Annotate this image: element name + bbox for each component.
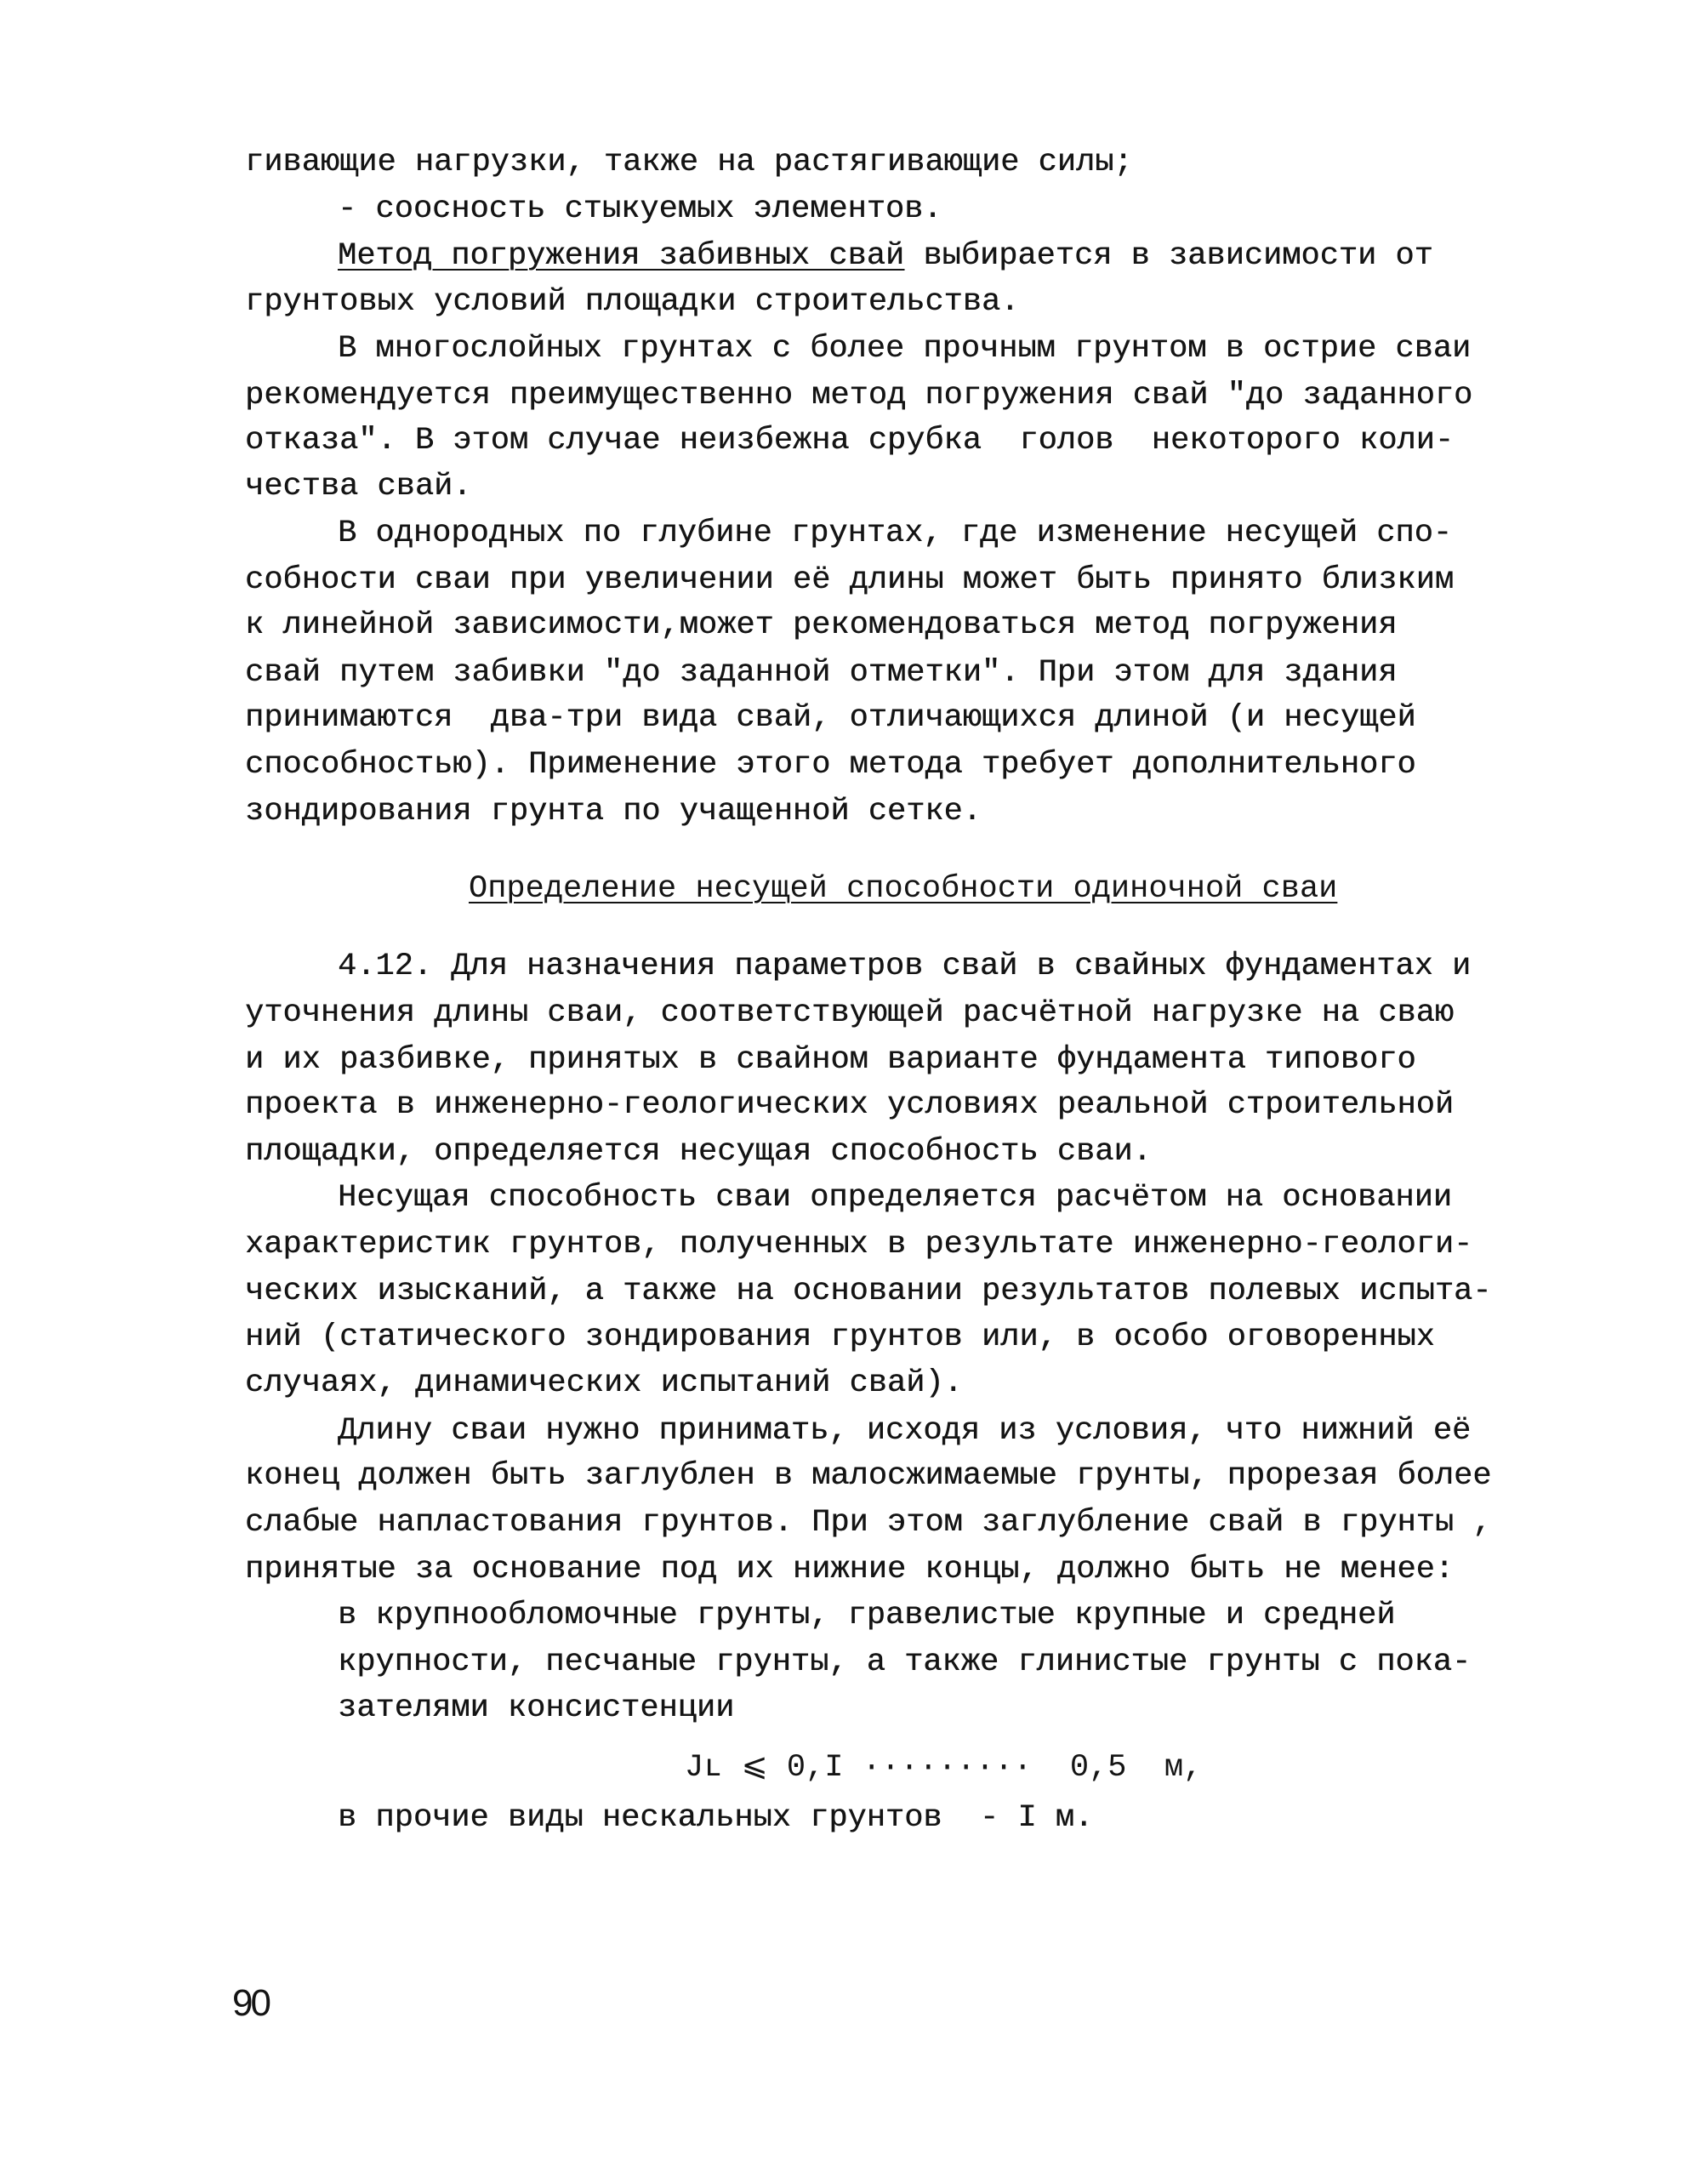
text-line	[245, 746, 1416, 784]
line-text: площадки, определяется несущая способность сваи.	[245, 1134, 1152, 1170]
line-text: в прочие виды нескальных грунтов - I м.	[338, 1800, 1094, 1836]
text-line	[245, 1226, 1472, 1263]
text-line	[338, 948, 1471, 985]
text-line	[245, 561, 1454, 599]
text-line	[338, 237, 1433, 275]
text-line	[245, 1365, 963, 1402]
line-text: в крупнообломочные грунты, гравелистые крупные и средней	[338, 1598, 1396, 1633]
text-line	[338, 1179, 1452, 1217]
text-line	[338, 330, 1471, 368]
line-text: проекта в инженерно-геологических условиях реальной строительной	[245, 1087, 1455, 1123]
line-text: гивающие нагрузки, также на растягивающие силы;	[245, 145, 1133, 180]
text-line	[245, 1041, 1416, 1079]
text-line	[245, 283, 1019, 321]
line-text: к линейной зависимости,может рекомендоваться метод погружения	[245, 607, 1398, 643]
underlined-term: Метод погружения забивных свай	[338, 238, 905, 274]
text-line	[245, 995, 1454, 1032]
text-line	[338, 1644, 1471, 1681]
line-text: ческих изысканий, а также на основании результатов полевых испыта-	[245, 1274, 1492, 1309]
text-line	[245, 699, 1416, 737]
text-line	[245, 654, 1397, 692]
line-text: зателями консистенции	[338, 1690, 735, 1726]
formula: Jʟ ⩽ 0,I ········· 0,5 м,	[685, 1750, 1203, 1786]
text-line	[338, 1799, 1093, 1837]
text-line	[245, 1551, 1454, 1588]
line-text: и их разбивке, принятых в свайном варианте фундамента типового	[245, 1042, 1416, 1078]
line-text: рекомендуется преимущественно метод погружения свай "до заданного	[245, 378, 1473, 413]
line-text: Несущая способность сваи определяется расчётом на основании	[338, 1180, 1453, 1216]
line-text: чества свай.	[245, 469, 472, 504]
line-text: Длину сваи нужно принимать, исходя из условия, что нижний её	[338, 1413, 1472, 1449]
text-line	[338, 191, 942, 228]
text-line	[245, 1273, 1491, 1310]
text-line	[338, 1412, 1471, 1450]
text-line	[245, 377, 1472, 414]
line-text: принятые за основание под их нижние концы, должно быть не менее:	[245, 1552, 1455, 1587]
line-text: характеристик грунтов, полученных в результате инженерно-геологи-	[245, 1227, 1473, 1262]
page-number: 90	[232, 1982, 269, 2024]
line-text: свай путем забивки "до заданной отметки". При этом для здания	[245, 655, 1398, 691]
line-text: 4.12. Для назначения параметров свай в свайных фундаментах и	[338, 949, 1472, 984]
section-heading: Определение несущей способности одиночной сваи	[469, 871, 1338, 907]
text-line	[245, 144, 1133, 181]
line-text: грунтовых условий площадки строительства.	[245, 284, 1020, 320]
text-line	[245, 1133, 1152, 1171]
text-line	[245, 793, 982, 830]
line-text: ний (статического зондирования грунтов или, в особо оговоренных	[245, 1319, 1435, 1355]
line-text: В однородных по глубине грунтах, где изменение несущей спо-	[338, 516, 1453, 551]
line-text: - соосность стыкуемых элементов.	[338, 191, 942, 227]
line-text: слабые напластования грунтов. При этом заглубление свай в грунты ,	[245, 1505, 1492, 1541]
line-text: принимаются два-три вида свай, отличающихся длиной (и несущей	[245, 700, 1416, 736]
text-line	[245, 1086, 1454, 1124]
text-line	[245, 422, 1454, 459]
text-line	[245, 1457, 1491, 1495]
line-text: выбирается в зависимости от	[904, 238, 1433, 274]
text-line	[338, 515, 1452, 552]
line-text: конец должен быть заглублен в малосжимаемые грунты, прорезая более	[245, 1458, 1492, 1494]
text-line	[338, 1597, 1395, 1634]
line-text: собности сваи при увеличении её длины может быть принято близким	[245, 562, 1455, 598]
line-text: крупности, песчаные грунты, а также глинистые грунты с пока-	[338, 1644, 1472, 1680]
text-line	[245, 1319, 1435, 1356]
text-line	[245, 607, 1397, 644]
text-line	[245, 1504, 1491, 1542]
line-text: случаях, динамических испытаний свай).	[245, 1365, 963, 1401]
text-line	[245, 468, 471, 505]
line-text: уточнения длины сваи, соответствующей расчётной нагрузке на сваю	[245, 995, 1455, 1031]
line-text: способностью). Применение этого метода требует дополнительного	[245, 747, 1416, 783]
line-text: В многослойных грунтах с более прочным грунтом в острие сваи	[338, 331, 1472, 367]
text-line	[338, 1690, 734, 1727]
line-text: отказа". В этом случае неизбежна срубка голов некоторого коли-	[245, 423, 1455, 459]
line-text: зондирования грунта по учащенной сетке.	[245, 794, 982, 829]
